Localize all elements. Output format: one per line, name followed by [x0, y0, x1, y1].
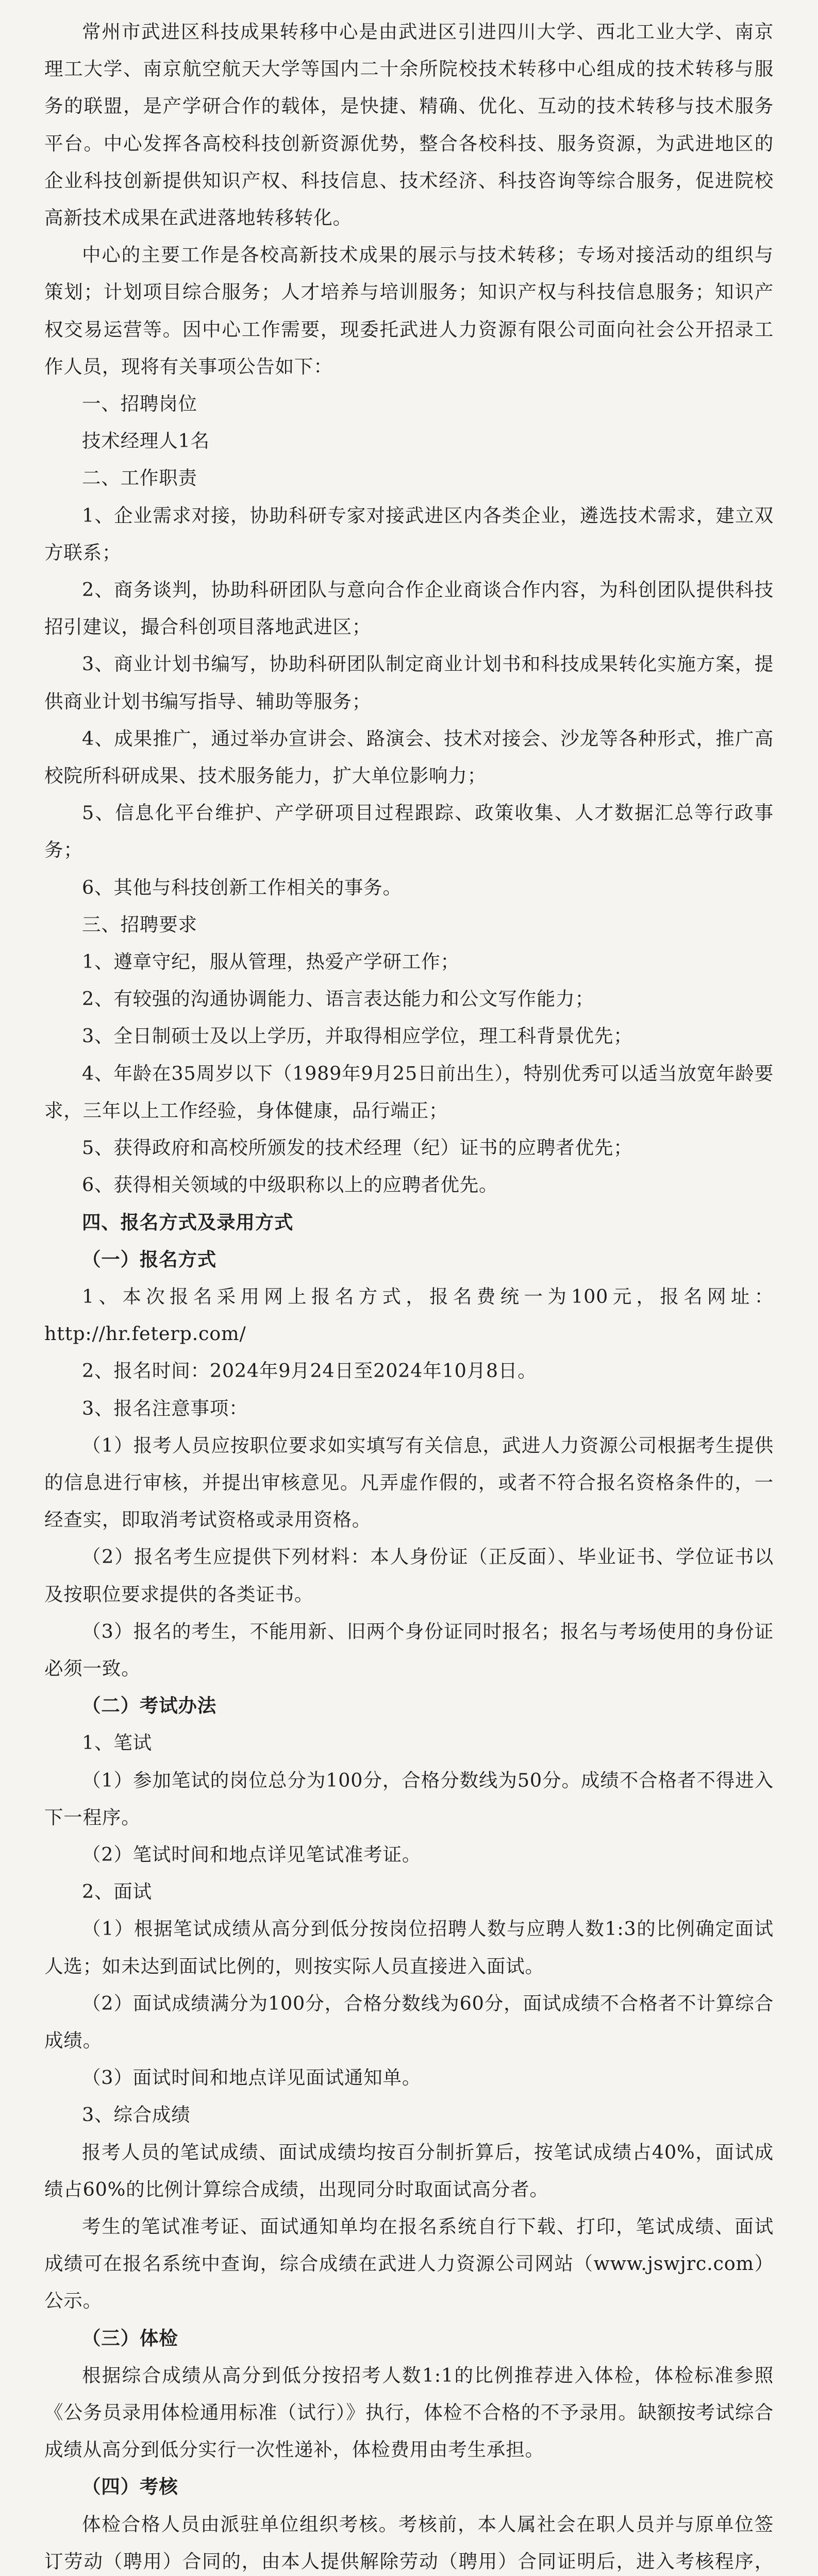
paragraph: 5、获得政府和高校所颁发的技术经理（纪）证书的应聘者优先；: [82, 1137, 633, 1159]
paragraph: 6、其他与科技创新工作相关的事务。: [82, 876, 402, 899]
paragraph: 技术经理人1名: [82, 430, 210, 452]
paragraph: 3、报名注意事项：: [82, 1397, 248, 1419]
paragraph: 4、年龄在35周岁以下（1989年9月25日前出生），特别优秀可以适当放宽年龄要求，三年以上工作经验，身体健康，品行端正；: [44, 1062, 774, 1122]
paragraph: 常州市武进区科技成果转移中心是由武进区引进四川大学、西北工业大学、南京理工大学、南京航空航天大学等国内二十余所院校技术转移中心组成的技术转移与服务的联盟，是产学研合作的载体，是快捷、精确、优化、互动的技术转移与技术服务平台。中心发挥各高校科技创新资源优势，整合各校科技、服务资源，为武进地区的企业科技创新提供知识产权、科技信息、技术经济、科技咨询等综合服务，促进院校高新技术成果在武进落地转移转化。: [44, 21, 774, 229]
paragraph: 1、笔试: [82, 1732, 152, 1754]
paragraph: 2、报名时间：2024年9月24日至2024年10月8日。: [82, 1360, 537, 1382]
paragraph: 5、信息化平台维护、产学研项目过程跟踪、政策收集、人才数据汇总等行政事务；: [44, 802, 774, 861]
paragraph: 3、综合成绩: [82, 2104, 191, 2126]
section-heading: 四、报名方式及录用方式: [82, 1211, 294, 1233]
paragraph: 1、企业需求对接，协助科研专家对接武进区内各类企业，遴选技术需求，建立双方联系；: [44, 504, 774, 564]
announcement-body: [44, 13, 774, 2576]
paragraph: 2、有较强的沟通协调能力、语言表达能力和公文写作能力；: [82, 988, 594, 1010]
section-heading: 一、招聘岗位: [82, 393, 197, 415]
paragraph: 1、本次报名采用网上报名方式，报名费统一为100元，报名网址：http://hr.feterp.com/: [44, 1285, 774, 1345]
paragraph: （2）笔试时间和地点详见笔试准考证。: [82, 1843, 422, 1866]
paragraph: （2）报名考生应提供下列材料：本人身份证（正反面）、毕业证书、学位证书以及按职位要求提供的各类证书。: [44, 1546, 774, 1605]
section-heading: （一）报名方式: [82, 1248, 217, 1270]
paragraph: （1）参加笔试的岗位总分为100分，合格分数线为50分。成绩不合格者不得进入下一程序。: [44, 1769, 774, 1828]
section-heading: 二、工作职责: [82, 467, 197, 489]
paragraph: （3）面试时间和地点详见面试通知单。: [82, 2066, 422, 2089]
paragraph: （1）报考人员应按职位要求如实填写有关信息，武进人力资源公司根据考生提供的信息进行审核，并提出审核意见。凡弄虚作假的，或者不符合报名资格条件的，一经查实，即取消考试资格或录用资格。: [44, 1434, 774, 1531]
paragraph: 2、面试: [82, 1880, 152, 1903]
section-heading: （四）考核: [82, 2476, 178, 2498]
paragraph: 1、遵章守纪，服从管理，热爱产学研工作；: [82, 951, 460, 973]
paragraph: 6、获得相关领域的中级职称以上的应聘者优先。: [82, 1174, 498, 1196]
section-heading: （三）体检: [82, 2327, 178, 2349]
paragraph: （1）根据笔试成绩从高分到低分按岗位招聘人数与应聘人数1:3的比例确定面试人选；如未达到面试比例的，则按实际人员直接进入面试。: [44, 1918, 774, 1977]
paragraph: 体检合格人员由派驻单位组织考核。考核前，本人属社会在职人员并与原单位签订劳动（聘用）合同的，由本人提供解除劳动（聘用）合同证明后，进入考核程序，: [44, 2513, 774, 2572]
paragraph: 3、商业计划书编写，协助科研团队制定商业计划书和科技成果转化实施方案，提供商业计划书编写指导、辅助等服务；: [44, 653, 774, 713]
paragraph: 考生的笔试准考证、面试通知单均在报名系统自行下载、打印，笔试成绩、面试成绩可在报名系统中查询，综合成绩在武进人力资源公司网站（www.jswjrc.com）公示。: [44, 2215, 774, 2312]
paragraph: 3、全日制硕士及以上学历，并取得相应学位，理工科背景优先；: [82, 1025, 633, 1047]
paragraph: （3）报名的考生，不能用新、旧两个身份证同时报名；报名与考场使用的身份证必须一致。: [44, 1620, 774, 1680]
paragraph: 中心的主要工作是各校高新技术成果的展示与技术转移；专场对接活动的组织与策划；计划项目综合服务；人才培养与培训服务；知识产权与科技信息服务；知识产权交易运营等。因中心工作需要，现委托武进人力资源有限公司面向社会公开招录工作人员，现将有关事项公告如下：: [44, 244, 774, 378]
paragraph: （2）面试成绩满分为100分，合格分数线为60分，面试成绩不合格者不计算综合成绩。: [44, 1992, 774, 2052]
section-heading: （二）考试办法: [82, 1694, 217, 1717]
paragraph: 根据综合成绩从高分到低分按招考人数1:1的比例推荐进入体检，体检标准参照《公务员录用体检通用标准（试行）》执行，体检不合格的不予录用。缺额按考试综合成绩从高分到低分实行一次性递补，体检费用由考生承担。: [44, 2364, 774, 2461]
paragraph: 4、成果推广，通过举办宣讲会、路演会、技术对接会、沙龙等各种形式，推广高校院所科研成果、技术服务能力，扩大单位影响力；: [44, 727, 774, 787]
paragraph: 报考人员的笔试成绩、面试成绩均按百分制折算后，按笔试成绩占40%，面试成绩占60%的比例计算综合成绩，出现同分时取面试高分者。: [44, 2141, 774, 2200]
section-heading: 三、招聘要求: [82, 913, 197, 936]
paragraph: 2、商务谈判，协助科研团队与意向合作企业商谈合作内容，为科创团队提供科技招引建议，撮合科创项目落地武进区；: [44, 579, 774, 638]
